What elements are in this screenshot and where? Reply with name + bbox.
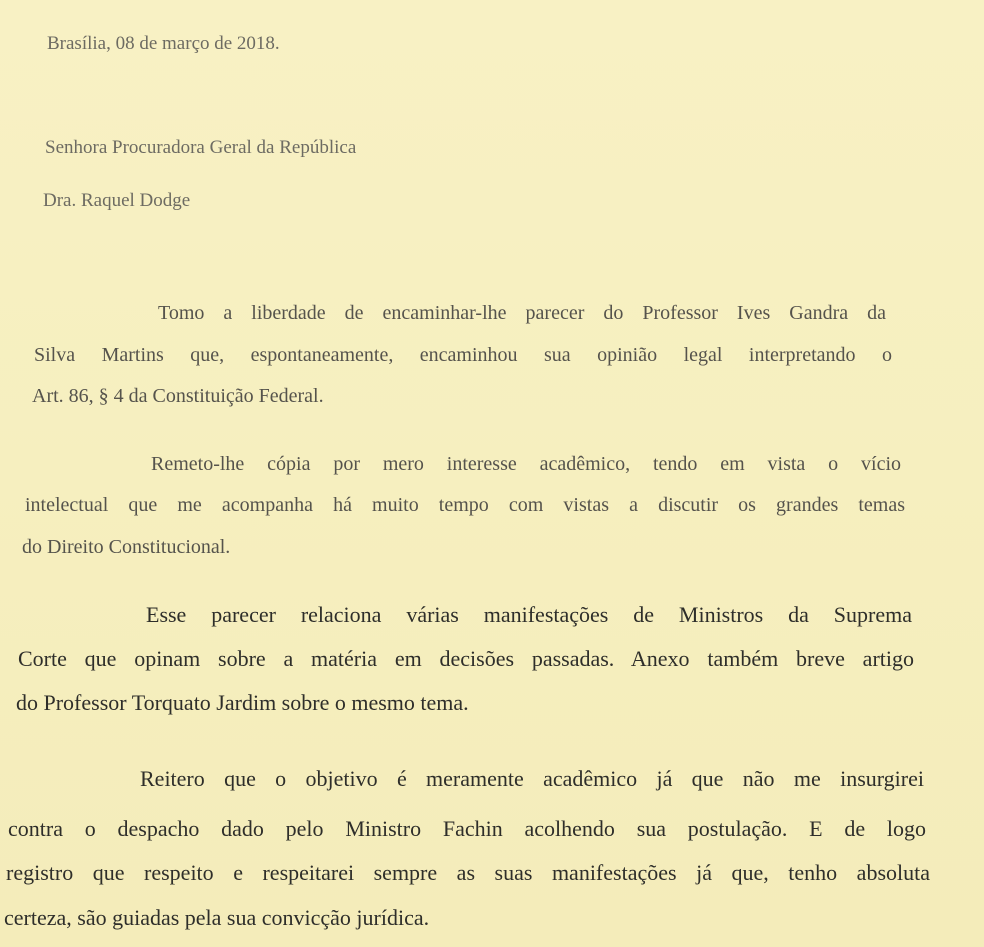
paragraph-4-line-2: contra o despacho dado pelo Ministro Fachin acolhendo sua postulação. E de logo xyxy=(8,816,926,841)
paragraph-4-line-3: registro que respeito e respeitarei sempre as suas manifestações já que, tenho absoluta xyxy=(6,860,930,885)
paragraph-1-line-3: Art. 86, § 4 da Constituição Federal. xyxy=(32,385,324,407)
paragraph-3-line-3: do Professor Torquato Jardim sobre o mesmo tema. xyxy=(16,690,469,715)
paragraph-4-line-1: Reitero que o objetivo é meramente acadêmico já que não me insurgirei xyxy=(140,766,924,791)
paragraph-2-line-1: Remeto-lhe cópia por mero interesse acadêmico, tendo em vista o vício xyxy=(151,453,901,475)
paragraph-1-line-2: Silva Martins que, espontaneamente, encaminhou sua opinião legal interpretando o xyxy=(34,344,892,366)
paragraph-2-line-3: do Direito Constitucional. xyxy=(22,536,231,558)
recipient-title: Senhora Procuradora Geral da República xyxy=(45,137,357,158)
recipient-name: Dra. Raquel Dodge xyxy=(43,190,191,211)
paragraph-3-line-2: Corte que opinam sobre a matéria em decisões passadas. Anexo também breve artigo xyxy=(18,646,914,671)
paragraph-2-line-2: intelectual que me acompanha há muito tempo com vistas a discutir os grandes temas xyxy=(25,494,905,516)
paragraph-3-line-1: Esse parecer relaciona várias manifestações de Ministros da Suprema xyxy=(146,602,912,627)
paragraph-4-line-4: certeza, são guiadas pela sua convicção jurídica. xyxy=(4,905,430,930)
paragraph-1-line-1: Tomo a liberdade de encaminhar-lhe parecer do Professor Ives Gandra da xyxy=(158,302,886,324)
date-line: Brasília, 08 de março de 2018. xyxy=(47,33,280,54)
